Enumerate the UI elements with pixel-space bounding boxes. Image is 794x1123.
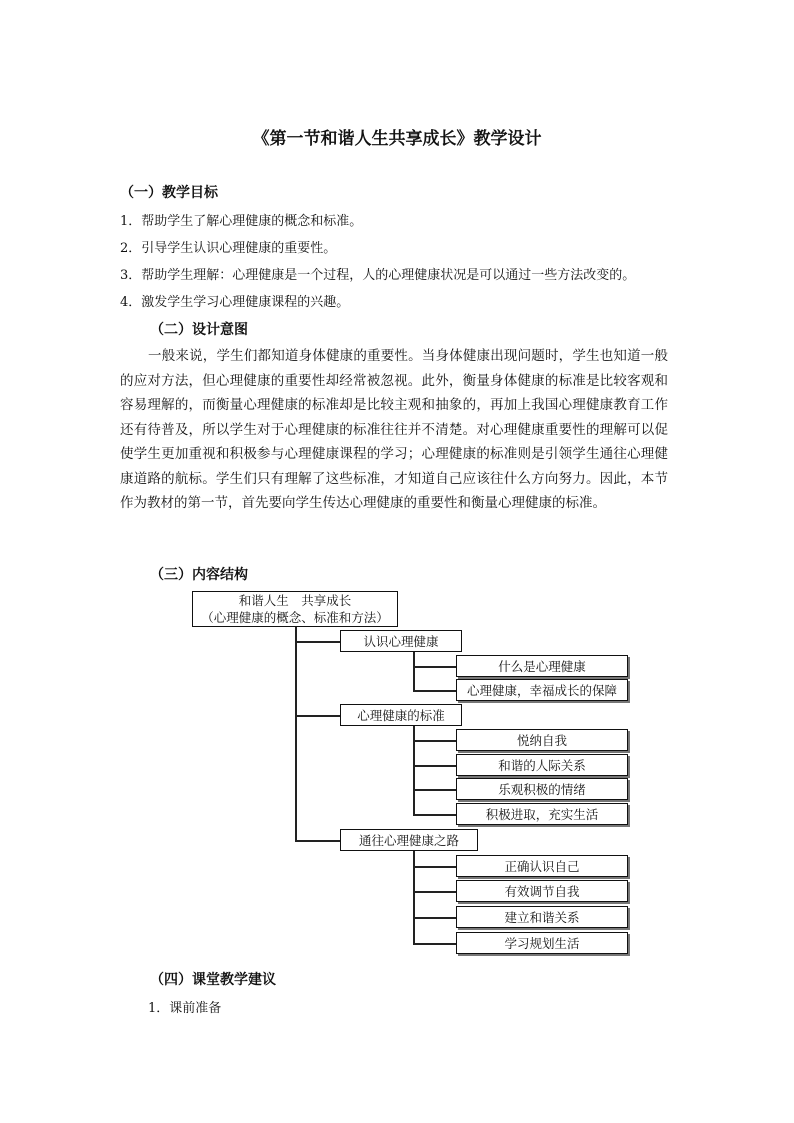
design-intent-paragraph: 一般来说，学生们都知道身体健康的重要性。当身体健康出现问题时，学生也知道一般的应对方法，但心理健康的重要性却经常被忽视。此外，衡量身体健康的标准是比较客观和容易理解的，而衡量心理健康的标准却是比较主观和抽象的，再加上我国心理健康教育工作还有待普及，所以学生对于心理健康的标准往往并不清楚。对心理健康重要性的理解可以促使学生更加重视和积极参与心理健康课程的学习；心理健康的标准则是引领学生通往心理健康道路的航标。学生们只有理解了这些标准，才知道自己应该往什么方向努力。因此，本节作为教材的第一节，首先要向学生传达心理健康的重要性和衡量心理健康的标准。 (120, 348, 668, 511)
connector-leaf-2-1 (413, 740, 456, 742)
objective-item-1: 1．帮助学生了解心理健康的概念和标准。 (120, 214, 363, 229)
connector-leaf-2-2 (413, 765, 456, 767)
design-intent-heading: （二）设计意图 (150, 322, 248, 338)
connector-leaf-3-1 (413, 866, 456, 868)
connector-leaf-2-4 (413, 814, 456, 816)
connector-leaf-1-1 (413, 666, 456, 668)
connector-leaf-1-2 (413, 690, 456, 692)
connector-branch-1 (295, 641, 340, 643)
objectives-heading: （一）教学目标 (120, 185, 218, 201)
structure-heading: （三）内容结构 (150, 567, 248, 583)
connector-leaf-3-4 (413, 943, 456, 945)
root-title: 和谐人生 共享成长 (238, 593, 352, 608)
objective-item-3: 3．帮助学生理解：心理健康是一个过程，人的心理健康状况是可以通过一些方法改变的。 (120, 268, 636, 283)
objective-item-2: 2．引导学生认识心理健康的重要性。 (120, 241, 337, 256)
objective-item-4: 4．激发学生学习心理健康课程的兴趣。 (120, 295, 350, 310)
leaf-box-2-2: 和谐的人际关系 (456, 754, 628, 776)
root-subtitle: （心理健康的概念、标准和方法） (201, 610, 389, 625)
leaf-box-2-3: 乐观积极的情绪 (456, 778, 628, 800)
branch-box-3: 通往心理健康之路 (340, 829, 478, 851)
leaf-box-2-1: 悦纳自我 (456, 729, 628, 751)
leaf-box-1-2: 心理健康，幸福成长的保障 (456, 679, 628, 701)
leaf-box-2-4: 积极进取，充实生活 (456, 803, 628, 825)
branch-box-2: 心理健康的标准 (340, 704, 462, 726)
connector-root-trunk (295, 627, 297, 841)
suggestion-item-1: 1．课前准备 (148, 1001, 222, 1016)
leaf-box-3-3: 建立和谐关系 (456, 906, 628, 928)
connector-leaf-3-2 (413, 891, 456, 893)
page-title: 《第一节和谐人生共享成长》教学设计 (252, 129, 542, 149)
connector-leaf-3-3 (413, 917, 456, 919)
leaf-box-3-4: 学习规划生活 (456, 932, 628, 954)
connector-trunk-1 (413, 652, 415, 691)
connector-branch-2 (295, 715, 340, 717)
structure-root-box (192, 591, 398, 627)
leaf-box-1-1: 什么是心理健康 (456, 655, 628, 677)
connector-leaf-2-3 (413, 789, 456, 791)
connector-trunk-2 (413, 726, 415, 815)
suggestions-heading: （四）课堂教学建议 (150, 972, 276, 988)
connector-branch-3 (295, 840, 340, 842)
leaf-box-3-2: 有效调节自我 (456, 880, 628, 902)
connector-trunk-3 (413, 851, 415, 945)
leaf-box-3-1: 正确认识自己 (456, 855, 628, 877)
branch-box-1: 认识心理健康 (340, 630, 462, 652)
